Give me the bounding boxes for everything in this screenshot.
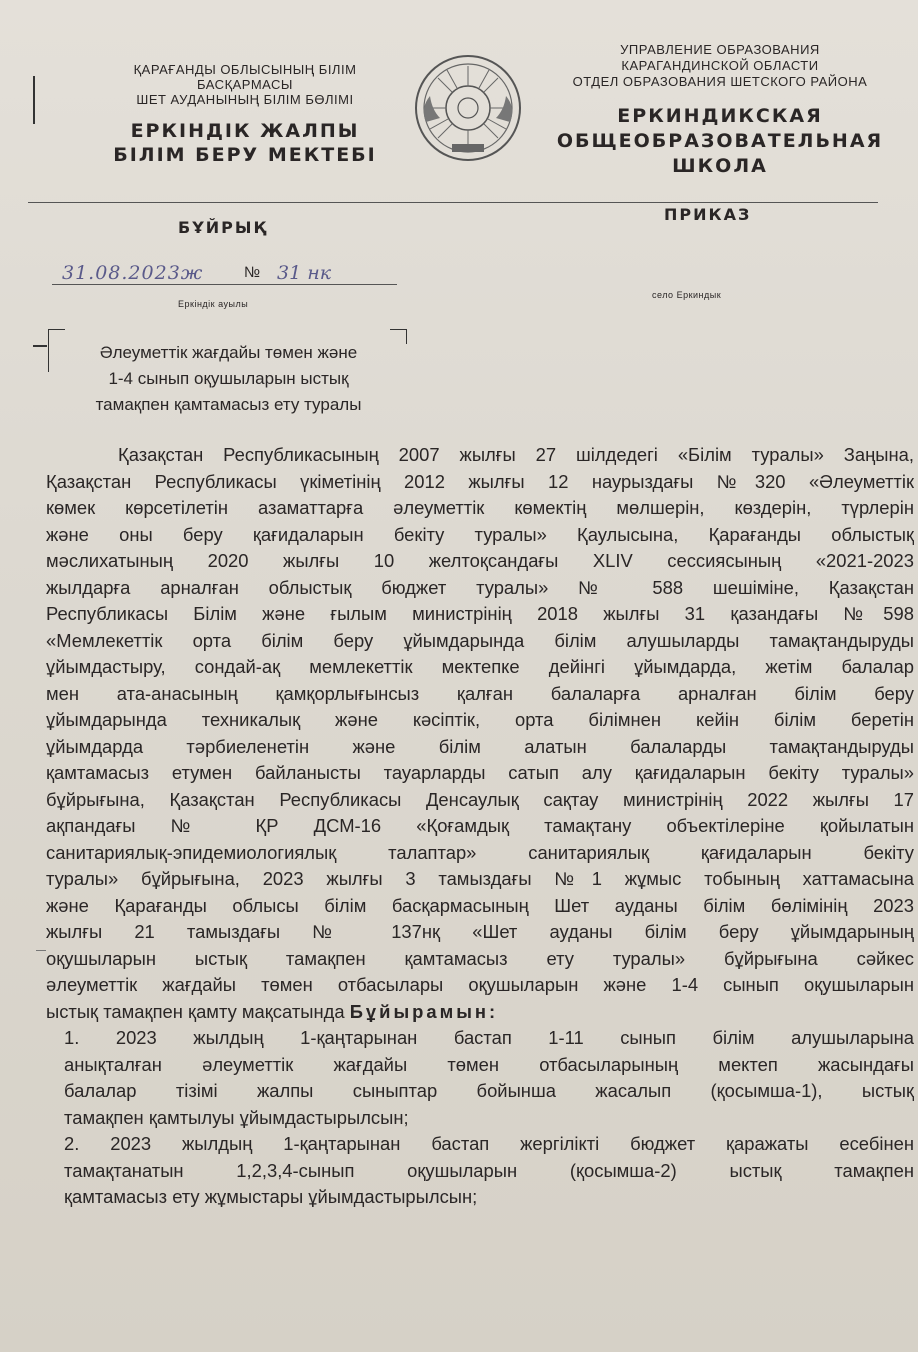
date-number-line — [52, 262, 397, 290]
body-line: жылғы 21 тамыздағы № 137нқ «Шет ауданы білім беру ұйымдарының — [46, 921, 914, 942]
header-left-line2: БАСҚАРМАСЫ — [197, 77, 293, 92]
doc-type-kz: БҰЙРЫҚ — [178, 218, 268, 237]
school-name-ru-3: ШКОЛА — [672, 155, 768, 177]
date-underline — [52, 284, 397, 285]
number-sign: № — [244, 264, 261, 281]
item1-line: балалар тізімі жалпы сыныптар бойынша жасалып (қосымша-1), ыстық — [64, 1080, 914, 1101]
body-line: және оны беру қағидаларын бекіту туралы» Қаулысына, Қарағанды облыстық — [46, 523, 914, 545]
body-line: ұйымдарда тәрбиеленетін және білім алатын балаларды тамақтандыруды — [46, 735, 914, 757]
subject-line: Әлеуметтік жағдайы төмен және — [99, 343, 358, 362]
body-line-prefix: ыстық тамақпен қамту мақсатында — [46, 1000, 350, 1022]
item2-line: тамақтанатын 1,2,3,4-сынып оқушыларын (қосымша-2) ыстық тамақпен — [64, 1159, 914, 1181]
item1-line: анықталған әлеуметтік жағдайы төмен отбасыларының мектеп жасындағы — [64, 1053, 914, 1075]
header-left-kz — [70, 62, 420, 167]
body-line: әлеуметтік жағдайы төмен отбасылары оқушыларын және 1-4 сынып оқушыларын — [46, 974, 914, 995]
body-line: қамтамасыз етумен байланысты тауарларды сатып алу қағидаларын бекіту туралы» — [46, 762, 914, 783]
order-word: Бұйырамын: — [349, 1000, 499, 1022]
item2-line: 2. 2023 жылдың 1-қаңтарынан бастап жергілікті бюджет қаражаты есебінен — [64, 1133, 914, 1154]
body-line: және Қарағанды облысы білім басқармасының Шет ауданы білім бөлімінің 2023 — [46, 894, 914, 916]
header-divider — [28, 202, 878, 203]
item2-line: қамтамасыз ету жұмыстары ұйымдастырылсын; — [64, 1186, 478, 1207]
body-line: санитариялық-эпидемиологиялық талаптар» санитариялық қағидаларын бекіту — [46, 841, 914, 863]
subject-line: тамақпен қамтамасыз ету туралы — [95, 395, 362, 414]
body-line: туралы» бұйрығына, 2023 жылғы 3 тамыздағы №1 жұмыс тобының хаттамасына — [46, 868, 914, 889]
header-left-line3: ШЕТ АУДАНЫНЫҢ БІЛІМ БӨЛІМІ — [136, 92, 354, 107]
order-body — [46, 442, 914, 1211]
body-line: бұйрығына, Қазақстан Республикасы Денсаулық сақтау министрінің 2022 жылғы 17 — [46, 788, 914, 810]
body-line: оқушыларын ыстық тамақпен қамтамасыз ету туралы» бұйрығына сәйкес — [46, 947, 914, 969]
body-line: мен ата-анасының қамқорлығынсыз қалған балаларға арналған білім беру — [46, 682, 914, 704]
place-kz: Еркіндік ауылы — [178, 299, 249, 309]
school-name-ru-1: ЕРКИНДИКСКАЯ — [617, 105, 823, 127]
doc-type-ru: ПРИКАЗ — [664, 205, 752, 224]
handwritten-number: 31 нк — [277, 262, 332, 284]
body-line: жылдарға арналған облыстық бюджет туралы» № 588 шешіміне, Қазақстан — [46, 576, 914, 598]
school-name-kz-2: БІЛІМ БЕРУ МЕКТЕБІ — [113, 144, 377, 166]
item1-line: 1. 2023 жылдың 1-қаңтарынан бастап 1-11 сынып білім алушыларына — [64, 1027, 914, 1048]
subject-line: 1-4 сынып оқушыларын ыстық — [108, 369, 349, 388]
body-line: «Мемлекеттік орта білім беру ұйымдарында білім алушыларды тамақтандыруды — [46, 629, 914, 651]
margin-bar — [33, 76, 35, 124]
body-line: көмек көрсетілетін азаматтарға әлеуметтік көмектің мөлшерін, көздерін, түрлерін — [46, 497, 914, 518]
body-line-order — [46, 999, 914, 1026]
school-name-ru-2: ОБЩЕОБРАЗОВАТЕЛЬНАЯ — [556, 130, 884, 152]
body-line: Қазақстан Республикасының 2007 жылғы 27 шілдедегі «Білім туралы» Заңына, — [118, 444, 914, 465]
header-right-line1: УПРАВЛЕНИЕ ОБРАЗОВАНИЯ — [620, 42, 820, 57]
header-right-line2: КАРАГАНДИНСКОЙ ОБЛАСТИ — [621, 58, 819, 73]
header-left-line1: ҚАРАҒАНДЫ ОБЛЫСЫНЫҢ БІЛІМ — [133, 62, 357, 77]
school-name-kz-1: ЕРКІНДІК ЖАЛПЫ — [130, 120, 360, 142]
state-emblem-icon — [412, 52, 524, 164]
item1-line: тамақпен қамтылуы ұйымдастырылсын; — [64, 1106, 409, 1128]
body-line: мәслихатының 2020 жылғы 10 желтоқсандағы XLIV сессиясының «2021-2023 — [46, 550, 914, 571]
body-line: ұйымдарында техникалық және кәсіптік, орта білімнен кейін білім беретін — [46, 709, 914, 730]
body-line: Қазақстан Республикасы үкіметінің 2012 жылғы 12 наурыздағы №320 «Әлеуметтік — [46, 470, 914, 492]
header-right-line3: ОТДЕЛ ОБРАЗОВАНИЯ ШЕТСКОГО РАЙОНА — [572, 74, 868, 89]
handwritten-date: 31.08.2023ж — [62, 262, 204, 284]
header-right-ru — [540, 42, 900, 179]
bracket-tick — [33, 345, 47, 347]
place-ru: село Еркиндык — [652, 290, 722, 300]
body-line: ұйымдастыру, сондай-ақ мемлекеттік мектепке дейінгі ұйымдарда, жетім балалар — [46, 656, 914, 677]
margin-mark — [36, 950, 46, 951]
body-line: Республикасы Білім және ғылым министрінің 2018 жылғы 31 қазандағы №598 — [46, 603, 914, 624]
body-line: ақпандағы № ҚР ДСМ-16 «Қоғамдық тамақтану объектілеріне қойылатын — [46, 815, 914, 836]
order-subject — [56, 340, 401, 418]
